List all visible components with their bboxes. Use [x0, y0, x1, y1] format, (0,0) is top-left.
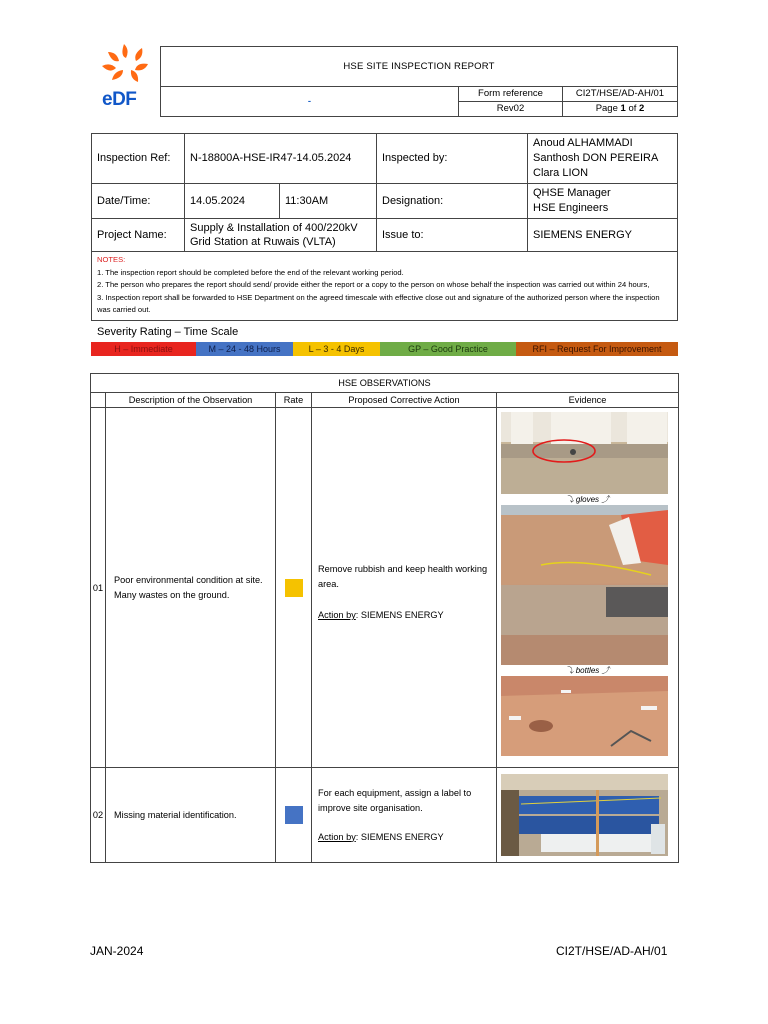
- observation-row: [91, 408, 679, 768]
- severity-rfi: RFI – Request For Improvement: [516, 342, 678, 356]
- page-number: Page 1 of 2: [563, 101, 678, 116]
- observation-number: 02: [91, 768, 106, 863]
- edf-sun-icon: [98, 42, 154, 86]
- observation-rate: [276, 768, 312, 863]
- action-by: Action by: SIEMENS ENERGY: [318, 610, 444, 620]
- observation-description: Poor environmental condition at site. Many wastes on the ground.: [106, 408, 276, 768]
- designation-item: HSE Engineers: [533, 202, 609, 214]
- severity-label: Severity Rating – Time Scale: [97, 326, 239, 338]
- action-text: For each equipment, assign a label to improve site organisation.: [318, 787, 472, 813]
- severity-medium: M – 24 - 48 Hours: [196, 342, 293, 356]
- rate-indicator: [285, 579, 303, 597]
- inspector-name: Santhosh DON PEREIRA: [533, 152, 659, 164]
- note-item: 3. Inspection report shall be forwarded to HSE Department on the agreed timescale with effective close out and signature of the authorized person where the inspection was carried out.: [97, 292, 660, 314]
- evidence-photos: [497, 408, 679, 768]
- action-by: Action by: SIEMENS ENERGY: [318, 831, 444, 842]
- col-number: [91, 393, 106, 408]
- photo-caption: ⤵ gloves ⤴: [565, 495, 610, 504]
- form-reference-value: CI2T/HSE/AD-AH/01: [563, 86, 678, 101]
- notes-title: NOTES:: [97, 255, 126, 264]
- severity-low: L – 3 - 4 Days: [293, 342, 380, 356]
- inspection-info-table: [91, 133, 678, 321]
- col-evidence: Evidence: [497, 393, 679, 408]
- col-action: Proposed Corrective Action: [312, 393, 497, 408]
- datetime-label: Date/Time:: [92, 184, 185, 219]
- col-description: Description of the Observation: [106, 393, 276, 408]
- inspected-by-value: [528, 134, 678, 184]
- footer-date: JAN-2024: [90, 944, 144, 958]
- footer-reference: CI2T/HSE/AD-AH/01: [556, 944, 668, 958]
- rate-indicator: [285, 806, 303, 824]
- designation-value: [528, 184, 678, 219]
- inspector-name: Anoud ALHAMMADI: [533, 137, 633, 149]
- evidence-photo: [501, 676, 668, 756]
- issue-value: SIEMENS ENERGY: [528, 219, 678, 252]
- project-label: Project Name:: [92, 219, 185, 252]
- action-text: Remove rubbish and keep health working area.: [318, 564, 488, 589]
- form-reference-label: Form reference: [459, 86, 563, 101]
- date-value: 14.05.2024: [185, 184, 280, 219]
- inspection-ref-label: Inspection Ref:: [92, 134, 185, 184]
- inspected-by-label: Inspected by:: [377, 134, 528, 184]
- corrective-action: [312, 408, 497, 768]
- severity-scale: [91, 342, 678, 356]
- note-item: 2. The person who prepares the report should send/ provide either the report or a copy to the person on whose behalf the inspection was carried out within 24 hours,: [97, 280, 650, 289]
- edf-wordmark: eDF: [102, 89, 137, 110]
- edf-logo: [98, 42, 154, 108]
- issue-label: Issue to:: [377, 219, 528, 252]
- evidence-photo: [501, 505, 668, 665]
- observation-description: Missing material identification.: [106, 768, 276, 863]
- project-value: Supply & Installation of 400/220kV Grid Station at Ruwais (VLTA): [185, 219, 377, 252]
- designation-label: Designation:: [377, 184, 528, 219]
- notes-section: [92, 252, 678, 321]
- report-title: HSE SITE INSPECTION REPORT: [161, 47, 678, 87]
- observation-rate: [276, 408, 312, 768]
- corrective-action: [312, 768, 497, 863]
- evidence-photos: [497, 768, 679, 863]
- time-value: 11:30AM: [280, 184, 377, 219]
- report-subtitle: -: [161, 86, 459, 116]
- report-header: [160, 46, 678, 117]
- observation-row: [91, 768, 679, 863]
- designation-item: QHSE Manager: [533, 187, 611, 199]
- observations-title: HSE OBSERVATIONS: [91, 374, 679, 393]
- observation-number: 01: [91, 408, 106, 768]
- severity-high: H – Immediate: [91, 342, 196, 356]
- photo-caption: ⤵ bottles ⤴: [565, 666, 610, 675]
- note-item: 1. The inspection report should be completed before the end of the relevant working period.: [97, 267, 404, 277]
- evidence-photo: [501, 774, 668, 856]
- col-rate: Rate: [276, 393, 312, 408]
- evidence-photo: [501, 412, 668, 494]
- revision: Rev02: [459, 101, 563, 116]
- inspection-ref-value: N-18800A-HSE-IR47-14.05.2024: [185, 134, 377, 184]
- inspector-name: Clara LION: [533, 167, 589, 179]
- observations-table: [90, 373, 679, 863]
- severity-good-practice: GP – Good Practice: [380, 342, 516, 356]
